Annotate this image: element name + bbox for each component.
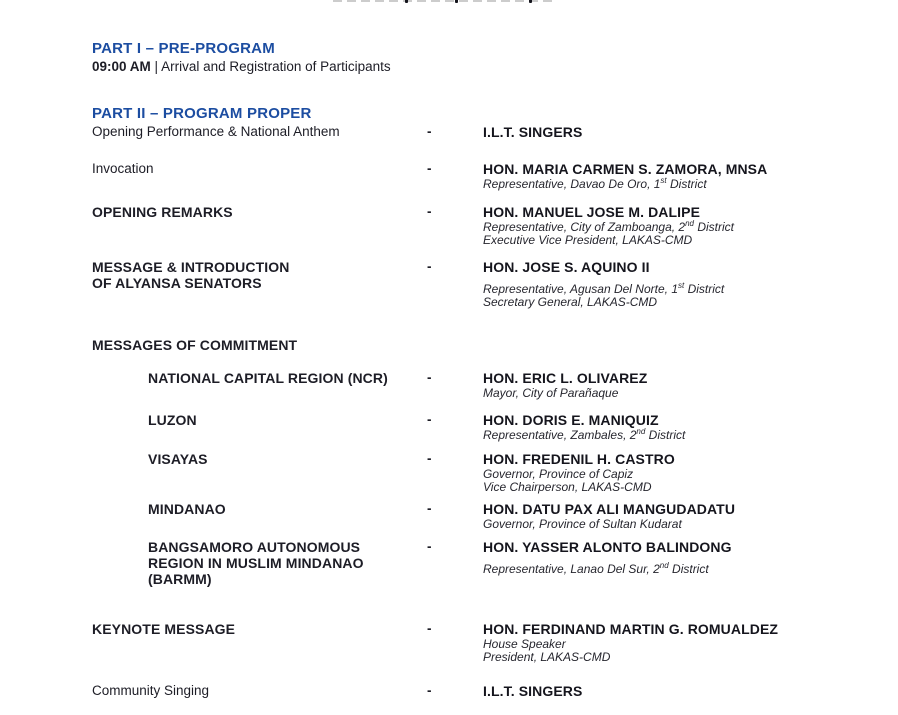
separator-dash: - bbox=[427, 161, 432, 176]
row-label-line: Community Singing bbox=[92, 683, 210, 698]
row-label-line: BANGSAMORO AUTONOMOUS bbox=[148, 539, 361, 555]
honoree-title: House Speaker bbox=[483, 637, 566, 651]
part2-heading: PART II – PROGRAM PROPER bbox=[92, 105, 312, 122]
separator-dash: - bbox=[427, 204, 432, 219]
honoree-title: Governor, Province of Capiz bbox=[483, 467, 634, 481]
program-row bbox=[92, 161, 852, 191]
program-row bbox=[92, 683, 852, 700]
honoree-title: President, LAKAS-CMD bbox=[483, 650, 611, 664]
honoree-title: Executive Vice President, LAKAS-CMD bbox=[483, 233, 693, 247]
row-label bbox=[92, 683, 427, 699]
separator-dash: - bbox=[427, 451, 432, 466]
honoree-name: I.L.T. SINGERS bbox=[483, 124, 583, 140]
row-label bbox=[92, 539, 427, 587]
honoree-name: HON. MANUEL JOSE M. DALIPE bbox=[483, 204, 701, 220]
row-right-column bbox=[483, 124, 852, 141]
program-row bbox=[92, 370, 852, 400]
row-right-column bbox=[483, 259, 852, 309]
honoree-name: HON. FERDINAND MARTIN G. ROMUALDEZ bbox=[483, 621, 779, 637]
program-row bbox=[92, 259, 852, 309]
row-label bbox=[92, 204, 427, 220]
honoree-title: Representative, Zambales, 2nd District bbox=[483, 427, 686, 442]
row-right-column bbox=[483, 539, 852, 576]
program-row bbox=[92, 451, 852, 494]
honoree-name: HON. DATU PAX ALI MANGUDADATU bbox=[483, 501, 736, 517]
row-right-column bbox=[483, 683, 852, 700]
honoree-title: Representative, Davao De Oro, 1st District bbox=[483, 176, 707, 191]
program-row bbox=[92, 621, 852, 664]
row-label-line: LUZON bbox=[148, 412, 197, 428]
row-label bbox=[92, 412, 427, 428]
registration-time: 09:00 AM bbox=[92, 59, 151, 74]
row-right-column bbox=[483, 412, 852, 442]
row-label bbox=[92, 451, 427, 467]
separator-dash: - bbox=[427, 621, 432, 636]
row-right-column bbox=[483, 204, 852, 247]
row-label-line: (BARMM) bbox=[148, 571, 212, 587]
honoree-title: Representative, Lanao Del Sur, 2nd District bbox=[483, 561, 709, 576]
row-label bbox=[92, 124, 427, 140]
registration-line bbox=[92, 59, 852, 75]
program-row bbox=[92, 501, 852, 531]
separator-dash: - bbox=[427, 259, 432, 274]
section-heading: MESSAGES OF COMMITMENT bbox=[92, 337, 298, 353]
separator-dash: - bbox=[427, 501, 432, 516]
row-label-line: Opening Performance & National Anthem bbox=[92, 124, 340, 139]
row-right-column bbox=[483, 161, 852, 191]
honoree-title: Vice Chairperson, LAKAS-CMD bbox=[483, 480, 652, 494]
separator-dash: - bbox=[427, 539, 432, 554]
row-label bbox=[92, 501, 427, 517]
row-label bbox=[92, 621, 427, 637]
row-label-line: REGION IN MUSLIM MINDANAO bbox=[148, 555, 364, 571]
program-rows bbox=[92, 124, 852, 700]
row-right-column bbox=[483, 501, 852, 531]
part1-block bbox=[92, 0, 852, 75]
row-label-line: VISAYAS bbox=[148, 451, 208, 467]
honoree-title: Mayor, City of Parañaque bbox=[483, 386, 619, 400]
divider-bar: | bbox=[154, 59, 159, 74]
honoree-name: HON. FREDENIL H. CASTRO bbox=[483, 451, 675, 467]
program-row bbox=[92, 204, 852, 247]
row-label-line: OF ALYANSA SENATORS bbox=[92, 275, 262, 291]
separator-dash: - bbox=[427, 124, 432, 139]
row-label-line: NATIONAL CAPITAL REGION (NCR) bbox=[148, 370, 388, 386]
program-row bbox=[92, 124, 852, 141]
row-label-line: MINDANAO bbox=[148, 501, 226, 517]
row-label bbox=[92, 370, 427, 386]
honoree-title: Secretary General, LAKAS-CMD bbox=[483, 295, 658, 309]
row-label-line: Invocation bbox=[92, 161, 154, 176]
program-row bbox=[92, 412, 852, 442]
honoree-name: HON. ERIC L. OLIVAREZ bbox=[483, 370, 648, 386]
honoree-name: HON. MARIA CARMEN S. ZAMORA, MNSA bbox=[483, 161, 768, 177]
program-document bbox=[92, 0, 852, 700]
honoree-name: HON. DORIS E. MANIQUIZ bbox=[483, 412, 659, 428]
separator-dash: - bbox=[427, 370, 432, 385]
honoree-title: Representative, City of Zamboanga, 2nd District bbox=[483, 219, 735, 234]
honoree-title: Representative, Agusan Del Norte, 1st District bbox=[483, 281, 725, 296]
program-row bbox=[92, 539, 852, 587]
honoree-name: HON. YASSER ALONTO BALINDONG bbox=[483, 539, 732, 555]
part1-heading: PART I – PRE-PROGRAM bbox=[92, 40, 275, 57]
separator-dash: - bbox=[427, 412, 432, 427]
row-right-column bbox=[483, 451, 852, 494]
registration-activity: Arrival and Registration of Participants bbox=[161, 59, 391, 74]
row-label-line: OPENING REMARKS bbox=[92, 204, 233, 220]
row-right-column bbox=[483, 621, 852, 664]
row-label-line: MESSAGE & INTRODUCTION bbox=[92, 259, 290, 275]
honoree-name: I.L.T. SINGERS bbox=[483, 683, 583, 699]
separator-dash: - bbox=[427, 683, 432, 698]
honoree-title: Governor, Province of Sultan Kudarat bbox=[483, 517, 682, 531]
honoree-name: HON. JOSE S. AQUINO II bbox=[483, 259, 650, 275]
row-label-line: KEYNOTE MESSAGE bbox=[92, 621, 236, 637]
row-right-column bbox=[483, 370, 852, 400]
row-label bbox=[92, 259, 427, 291]
row-label bbox=[92, 161, 427, 177]
